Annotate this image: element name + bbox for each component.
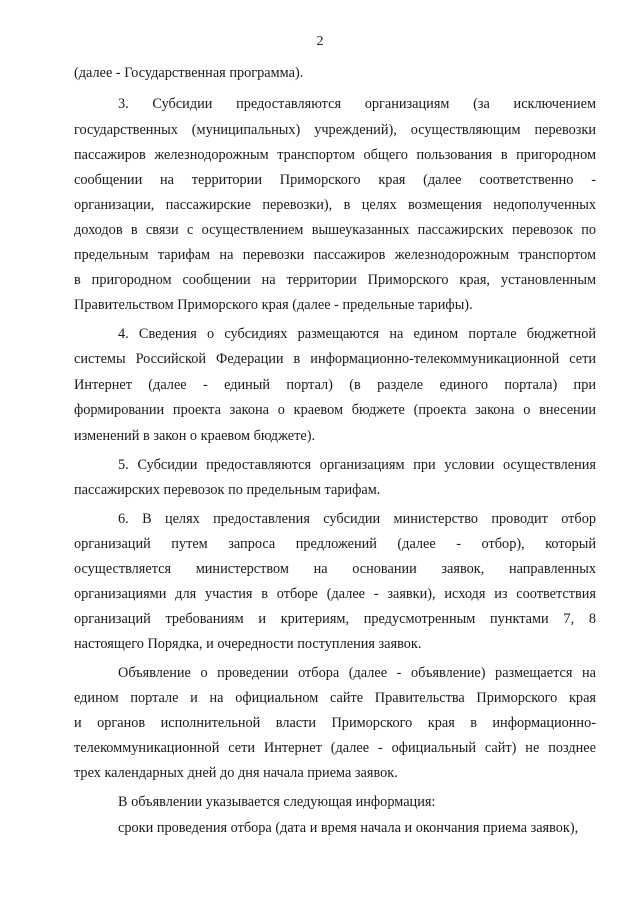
text-line: телекоммуникационной сети Интернет (далее - официальный сайт) не позднее: [74, 740, 596, 756]
text-line: 3. Субсидии предоставляются организациям (за исключением: [118, 96, 596, 112]
text-line: доходов в связи с осуществлением вышеуказанных пассажирских перевозок по: [74, 222, 596, 238]
text-line: 4. Сведения о субсидиях размещаются на едином портале бюджетной: [118, 326, 596, 342]
text-line: организаций требованиям и критериям, предусмотренным пунктами 7, 8: [74, 611, 596, 627]
text-line: едином портале и на официальном сайте Правительства Приморского края: [74, 690, 596, 706]
text-line: трех календарных дней до дня начала приема заявок.: [74, 765, 398, 781]
text-line: сообщении на территории Приморского края (далее соответственно -: [74, 172, 596, 188]
text-line: в пригородном сообщении на территории Приморского края, установленным: [74, 272, 596, 288]
text-line: организаций путем запроса предложений (далее - отбор), который: [74, 536, 596, 552]
text-line: пассажирских перевозок по предельным тарифам.: [74, 482, 381, 498]
text-line: государственных (муниципальных) учреждений), осуществляющим перевозки: [74, 122, 596, 138]
text-line: системы Российской Федерации в информационно-телекоммуникационной сети: [74, 351, 596, 367]
text-line: предельным тарифам на перевозки пассажиров железнодорожным транспортом: [74, 247, 596, 263]
text-line: (далее - Государственная программа).: [74, 65, 304, 81]
text-line: организациями для участия в отборе (далее - заявки), исходя из соответствия: [74, 586, 596, 602]
text-line: 5. Субсидии предоставляются организациям при условии осуществления: [118, 457, 596, 473]
text-line: Интернет (далее - единый портал) (в разделе единого портала) при: [74, 377, 596, 393]
text-line: настоящего Порядка, и очередности поступления заявок.: [74, 636, 422, 652]
text-line: 6. В целях предоставления субсидии министерство проводит отбор: [118, 511, 596, 527]
text-line: формировании проекта закона о краевом бюджете (проекта закона о внесении: [74, 402, 596, 418]
text-line: и органов исполнительной власти Приморского края в информационно-: [74, 715, 596, 731]
text-line: сроки проведения отбора (дата и время начала и окончания приема заявок),: [118, 820, 579, 836]
text-line: В объявлении указывается следующая информация:: [118, 794, 436, 810]
text-line: пассажиров железнодорожным транспортом общего пользования в пригородном: [74, 147, 596, 163]
text-line: изменений в закон о краевом бюджете).: [74, 428, 316, 444]
text-line: Объявление о проведении отбора (далее - объявление) размещается на: [118, 665, 596, 681]
text-line: осуществляется министерством на основании заявок, направленных: [74, 561, 596, 577]
page-number: 2: [316, 34, 324, 49]
text-line: организации, пассажирские перевозки), в целях возмещения недополученных: [74, 197, 596, 213]
text-line: Правительством Приморского края (далее - предельные тарифы).: [74, 297, 473, 313]
